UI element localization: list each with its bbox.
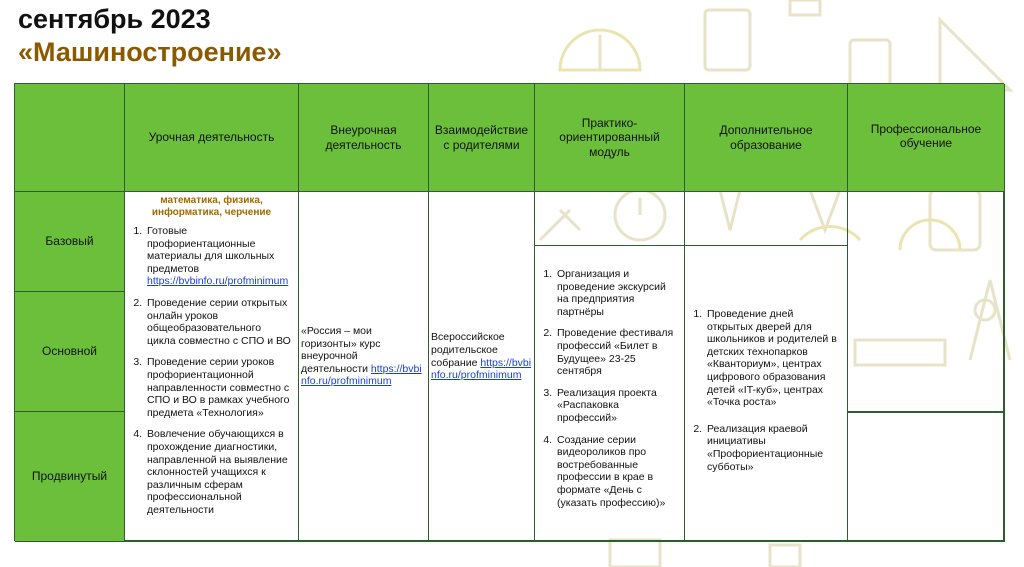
lesson-activity-cell bbox=[125, 192, 299, 542]
extracurricular-cell: «Россия – мои горизонты» курс внеурочной деятельности https://bvbinfo.ru/profminimum bbox=[299, 192, 429, 542]
level-advanced: Продвинутый bbox=[15, 412, 125, 542]
header-additional-education: Дополнительное образование bbox=[685, 84, 848, 192]
list-item: 2. Проведение фестиваля профессий «Билет в Будущее» 23-25 сентября bbox=[555, 327, 678, 377]
professional-training-cell-advanced bbox=[848, 412, 1005, 542]
list-item: 1. Проведение дней открытых дверей для школьников и родителей в детских технопарков «Кванториум», центрах цифрового образования детей «IT-куб», центрах «Точка роста» bbox=[705, 308, 841, 409]
practice-module-list bbox=[535, 268, 684, 509]
additional-education-list bbox=[685, 308, 847, 473]
header-corner bbox=[15, 84, 125, 192]
profminimum-link[interactable]: https://bvbinfo.ru/profminimum bbox=[301, 362, 422, 388]
parents-cell: Всероссийское родительское собрание https://bvbinfo.ru/profminimum bbox=[429, 192, 535, 542]
profminimum-link[interactable]: https://bvbinfo.ru/profminimum bbox=[431, 356, 532, 382]
level-basic: Базовый bbox=[15, 192, 125, 292]
header-parents: Взаимодействие с родителями bbox=[429, 84, 535, 192]
level-main: Основной bbox=[15, 292, 125, 412]
header-lesson-activity: Урочная деятельность bbox=[125, 84, 299, 192]
list-item: 3. Проведение серии уроков профориентационной направленности совместно с СПО и ВО в рамках учебного предмета «Технология» bbox=[145, 356, 292, 419]
practice-empty-cell bbox=[535, 192, 685, 246]
additional-education-cell bbox=[685, 246, 848, 542]
career-guidance-table bbox=[14, 83, 1004, 541]
page-title-industry: «Машиностроение» bbox=[18, 37, 282, 67]
list-item: 4. Создание серии видеороликов про востребованные профессии в крае в формате «День с (указать профессию)» bbox=[555, 434, 678, 510]
lesson-activity-list bbox=[125, 225, 298, 516]
practice-module-cell bbox=[535, 246, 685, 542]
page-title-date: сентябрь 2023 bbox=[18, 4, 211, 34]
subjects-label: математика, физика, информатика, черчение bbox=[151, 195, 272, 218]
list-item: 1. Готовые профориентационные материалы для школьных предметов https://bvbinfo.ru/profminimum bbox=[145, 225, 292, 288]
list-item: 4. Вовлечение обучающихся в прохождение диагностики, направленной на выявление склонностей учащихся к различным сферам профессиональной деятельности bbox=[145, 428, 292, 516]
list-item: 2. Проведение серии открытых онлайн уроков общеобразовательного цикла совместно с СПО и ВО bbox=[145, 297, 292, 347]
header-extracurricular: Внеурочная деятельность bbox=[299, 84, 429, 192]
header-professional-training: Профессиональное обучение bbox=[848, 84, 1005, 192]
list-item: 1. Организация и проведение экскурсий на предприятия партнёры bbox=[555, 268, 678, 318]
additional-empty-cell bbox=[685, 192, 848, 246]
profminimum-link[interactable]: https://bvbinfo.ru/profminimum bbox=[147, 275, 289, 288]
header-practice-module: Практико- ориентированный модуль bbox=[535, 84, 685, 192]
professional-training-cell-basic bbox=[848, 192, 1005, 412]
title-block bbox=[18, 2, 282, 68]
list-item: 3. Реализация проекта «Распаковка профессий» bbox=[555, 387, 678, 425]
list-item: 2. Реализация краевой инициативы «Профориентационные субботы» bbox=[705, 423, 841, 473]
